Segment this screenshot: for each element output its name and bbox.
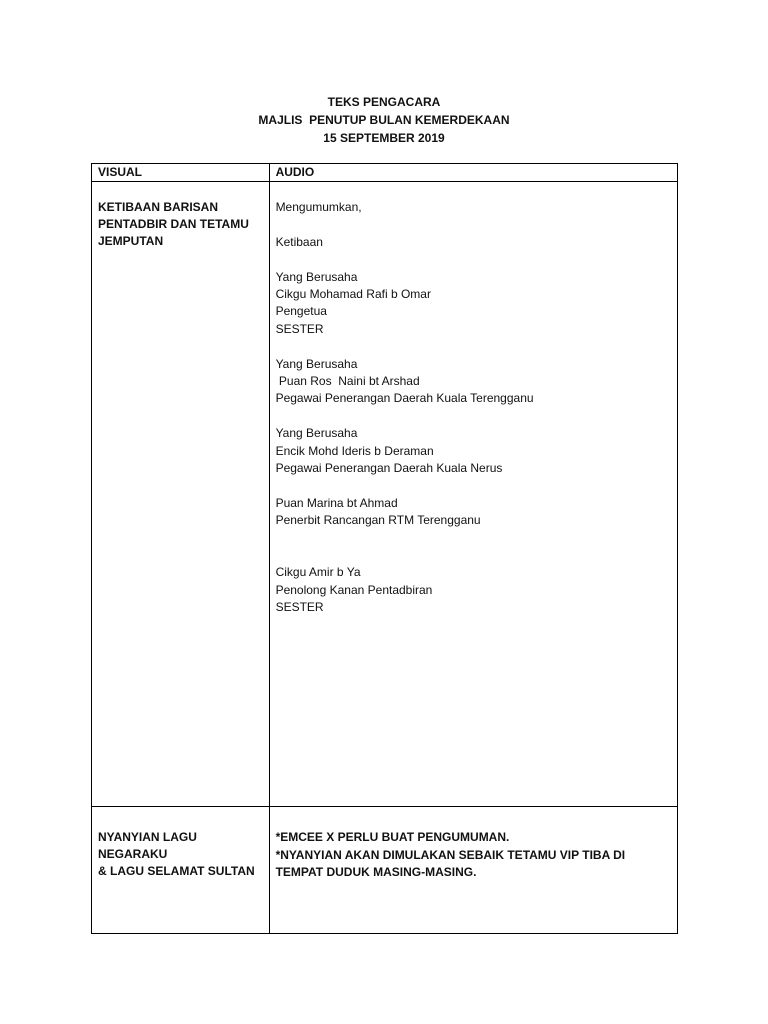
visual-cell	[92, 807, 270, 934]
audio-cell	[269, 182, 677, 807]
audio-note: *EMCEE X PERLU BUAT PENGUMUMAN.	[275, 830, 510, 844]
audio-line: Pegawai Penerangan Daerah Kuala Nerus	[275, 461, 503, 476]
column-header-visual: VISUAL	[92, 164, 270, 182]
visual-cell	[92, 182, 270, 807]
audio-line: Yang Berusaha	[275, 356, 358, 371]
audio-line: Puan Marina bt Ahmad	[275, 495, 398, 510]
audio-line: Puan Ros Naini bt Arshad	[275, 374, 420, 389]
document-title-block	[0, 93, 768, 147]
event-name: MAJLIS PENUTUP BULAN KEMERDEKAAN	[258, 113, 510, 127]
audio-line	[276, 216, 671, 233]
audio-line	[276, 408, 671, 425]
audio-line: SESTER	[275, 321, 324, 336]
audio-line: Penerbit Rancangan RTM Terengganu	[275, 513, 481, 528]
column-header-audio: AUDIO	[269, 164, 677, 182]
audio-line: Cikgu Mohamad Rafi b Omar	[275, 287, 431, 301]
audio-line	[276, 477, 671, 494]
document-title: TEKS PENGACARA	[327, 95, 441, 109]
audio-line: Encik Mohd Ideris b Deraman	[275, 443, 434, 458]
audio-line	[276, 251, 671, 268]
audio-line: Yang Berusaha	[275, 426, 358, 441]
audio-line	[276, 338, 671, 355]
audio-line: Mengumumkan,	[275, 200, 362, 214]
event-date: 15 SEPTEMBER 2019	[323, 131, 445, 145]
table-row	[92, 182, 678, 807]
table-row	[92, 807, 678, 934]
audio-line: Ketibaan	[275, 234, 323, 249]
audio-note: *NYANYIAN AKAN DIMULAKAN SEBAIK TETAMU VIP TIBA DI TEMPAT DUDUK MASING-MASING.	[275, 847, 626, 879]
visual-cue-nyanyian: NYANYIAN LAGU NEGARAKU & LAGU SELAMAT SULTAN	[98, 830, 255, 878]
audio-line	[276, 530, 671, 547]
audio-line: SESTER	[275, 600, 324, 615]
audio-line	[276, 547, 671, 564]
audio-line: Pegawai Penerangan Daerah Kuala Terengganu	[275, 391, 534, 406]
visual-cue-ketibaan: KETIBAAN BARISAN PENTADBIR DAN TETAMU JEMPUTAN	[98, 200, 249, 248]
script-table	[91, 163, 678, 934]
audio-line: Pengetua	[275, 304, 327, 319]
audio-script-ketibaan	[276, 199, 671, 617]
audio-line: Yang Berusaha	[275, 269, 358, 284]
audio-notes-nyanyian	[276, 829, 671, 882]
audio-cell	[269, 807, 677, 934]
audio-line: Cikgu Amir b Ya	[275, 565, 361, 580]
table-header-row	[92, 164, 678, 182]
audio-line: Penolong Kanan Pentadbiran	[275, 582, 433, 597]
